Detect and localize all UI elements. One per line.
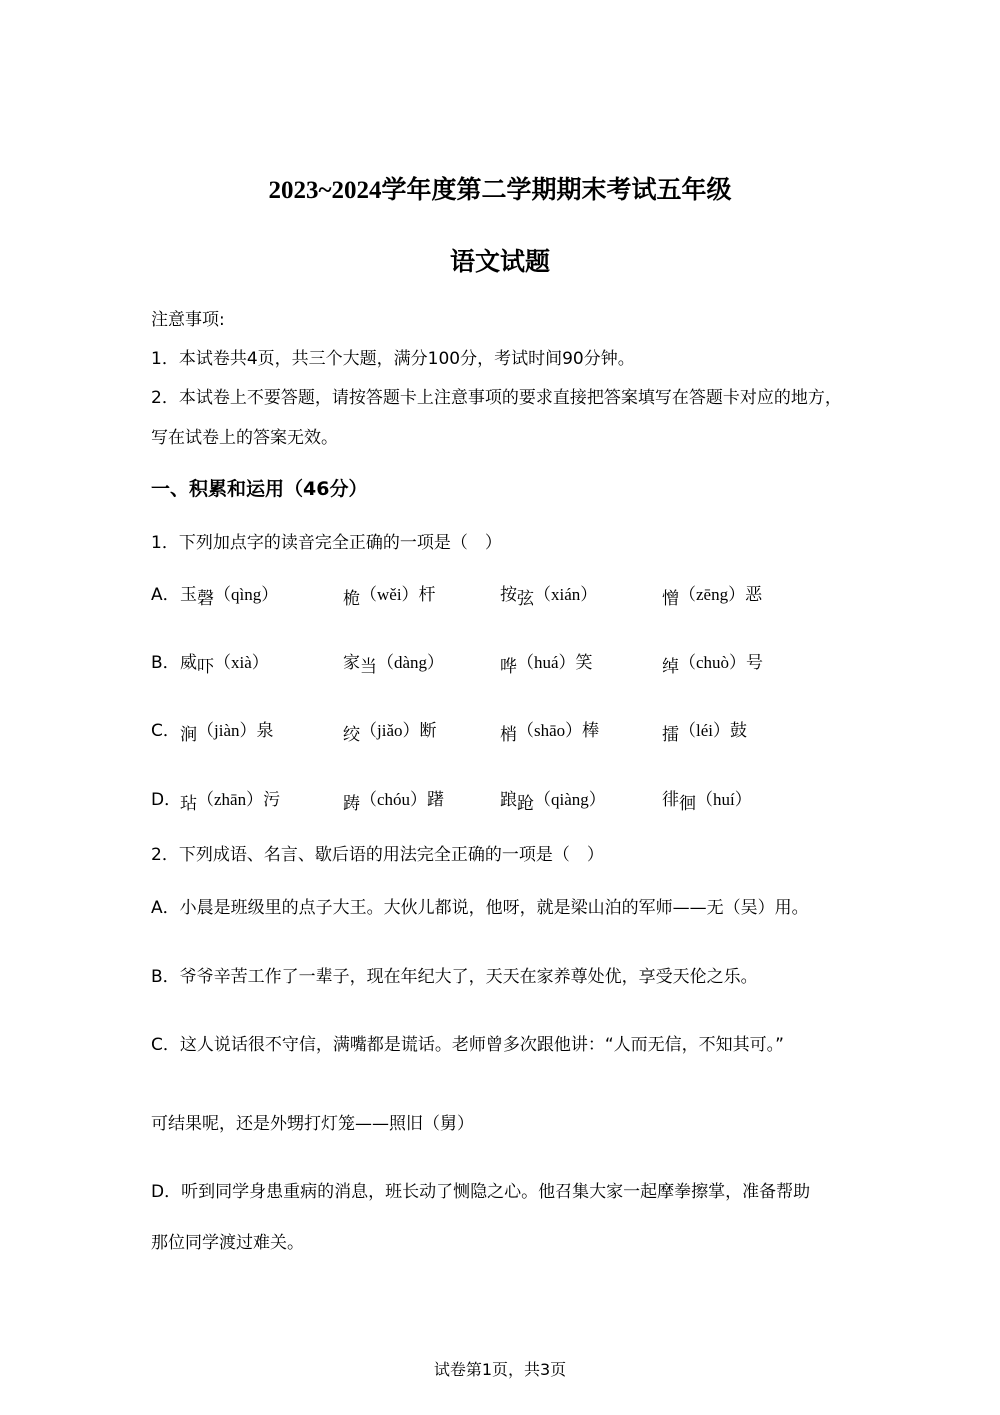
option-letter: D． <box>151 790 182 810</box>
word-with-pinyin <box>662 785 752 814</box>
page-footer: 试卷第1页，共3页 <box>433 1360 567 1379</box>
word-with-pinyin <box>500 785 606 814</box>
pinyin: （xià） <box>214 653 269 672</box>
dotted-char: 吓 <box>197 657 214 677</box>
dotted-char: 擂 <box>662 725 679 745</box>
word-with-pinyin <box>180 716 274 745</box>
pinyin: （jiǎo） <box>360 721 420 740</box>
word-with-pinyin <box>662 648 764 677</box>
question-2-option-d-continued: 那位同学渡过难关。 <box>151 1233 304 1253</box>
word-with-pinyin <box>662 580 763 609</box>
word-char: 笑 <box>575 653 593 673</box>
word-with-pinyin <box>343 580 436 609</box>
word-char: 泉 <box>256 721 274 741</box>
pinyin: （chuò） <box>679 653 747 672</box>
pinyin: （zēng） <box>679 585 746 604</box>
pinyin: （qìng） <box>214 585 279 604</box>
word-with-pinyin <box>500 648 593 677</box>
word-char: 杆 <box>418 585 436 605</box>
dotted-char: 玷 <box>180 794 197 814</box>
word-char: 躇 <box>427 790 445 810</box>
pinyin: （léi） <box>679 721 730 740</box>
notice-item: 2．本试卷上不要答题，请按答题卡上注意事项的要求直接把答案填写在答题卡对应的地方， <box>151 388 842 408</box>
option-letter: A． <box>151 585 180 605</box>
word-char: 恶 <box>745 585 763 605</box>
dotted-char: 桅 <box>343 589 360 609</box>
dotted-char: 踌 <box>343 794 360 814</box>
word-with-pinyin <box>180 580 279 609</box>
word-char: 污 <box>263 790 281 810</box>
question-2-option-a: A．小晨是班级里的点子大王。大伙儿都说，他呀，就是梁山泊的军师——无（吴）用。 <box>151 898 809 918</box>
word-char: 徘 <box>662 790 679 810</box>
dotted-char: 憎 <box>662 589 679 609</box>
dotted-char: 绞 <box>343 725 360 745</box>
question-1-stem: 1．下列加点字的读音完全正确的一项是（ ） <box>151 533 502 553</box>
pinyin: （zhān） <box>197 790 264 809</box>
dotted-char: 当 <box>360 657 377 677</box>
option-letter: C． <box>151 721 180 741</box>
word-char: 号 <box>746 653 764 673</box>
dotted-char: 跄 <box>517 794 534 814</box>
option-letter: B． <box>151 653 180 673</box>
word-with-pinyin <box>500 716 600 745</box>
pinyin: （wěi） <box>360 585 419 604</box>
exam-subject: 语文试题 <box>449 249 550 276</box>
word-char: 按 <box>500 585 517 605</box>
notice-item: 1．本试卷共4页，共三个大题，满分100分，考试时间90分钟。 <box>151 349 635 369</box>
word-char: 断 <box>419 721 437 741</box>
pinyin: （dàng） <box>377 653 445 672</box>
word-char: 威 <box>180 653 197 673</box>
pinyin: （qiàng） <box>534 790 606 809</box>
dotted-char: 涧 <box>180 725 197 745</box>
pinyin: （xián） <box>534 585 598 604</box>
notice-heading: 注意事项: <box>151 310 225 330</box>
dotted-char: 梢 <box>500 725 517 745</box>
exam-title: 2023~2024学年度第二学期期末考试五年级 <box>268 177 732 204</box>
word-with-pinyin <box>500 580 598 609</box>
pinyin: （shāo） <box>517 721 583 740</box>
question-2-option-d: D．听到同学身患重病的消息，班长动了恻隐之心。他召集大家一起摩拳擦掌，准备帮助 <box>151 1182 811 1202</box>
pinyin: （jiàn） <box>197 721 257 740</box>
word-char: 玉 <box>180 585 197 605</box>
word-with-pinyin <box>343 716 437 745</box>
dotted-char: 弦 <box>517 589 534 609</box>
word-char: 棒 <box>582 721 600 741</box>
word-char: 家 <box>343 653 360 673</box>
word-with-pinyin <box>343 785 445 814</box>
question-2-stem: 2．下列成语、名言、歇后语的用法完全正确的一项是（ ） <box>151 845 604 865</box>
question-2-option-c-continued: 可结果呢，还是外甥打灯笼——照旧（舅） <box>151 1114 474 1134</box>
pinyin: （huí） <box>696 790 752 809</box>
notice-item-continued: 写在试卷上的答案无效。 <box>151 428 338 448</box>
word-with-pinyin <box>343 648 445 677</box>
pinyin: （huá） <box>517 653 576 672</box>
word-with-pinyin <box>180 785 281 814</box>
question-2-option-c: C．这人说话很不守信，满嘴都是谎话。老师曾多次跟他讲：“人而无信，不知其可。” <box>151 1035 784 1055</box>
word-char: 踉 <box>500 790 517 810</box>
dotted-char: 磬 <box>197 589 214 609</box>
dotted-char: 哗 <box>500 657 517 677</box>
pinyin: （chóu） <box>360 790 428 809</box>
dotted-char: 绰 <box>662 657 679 677</box>
question-2-option-b: B．爷爷辛苦工作了一辈子，现在年纪大了，天天在家养尊处优，享受天伦之乐。 <box>151 967 758 987</box>
word-with-pinyin <box>662 716 747 745</box>
word-with-pinyin <box>180 648 269 677</box>
word-char: 鼓 <box>730 721 747 741</box>
dotted-char: 徊 <box>679 794 696 814</box>
section-heading: 一、积累和运用（46分） <box>151 478 368 500</box>
